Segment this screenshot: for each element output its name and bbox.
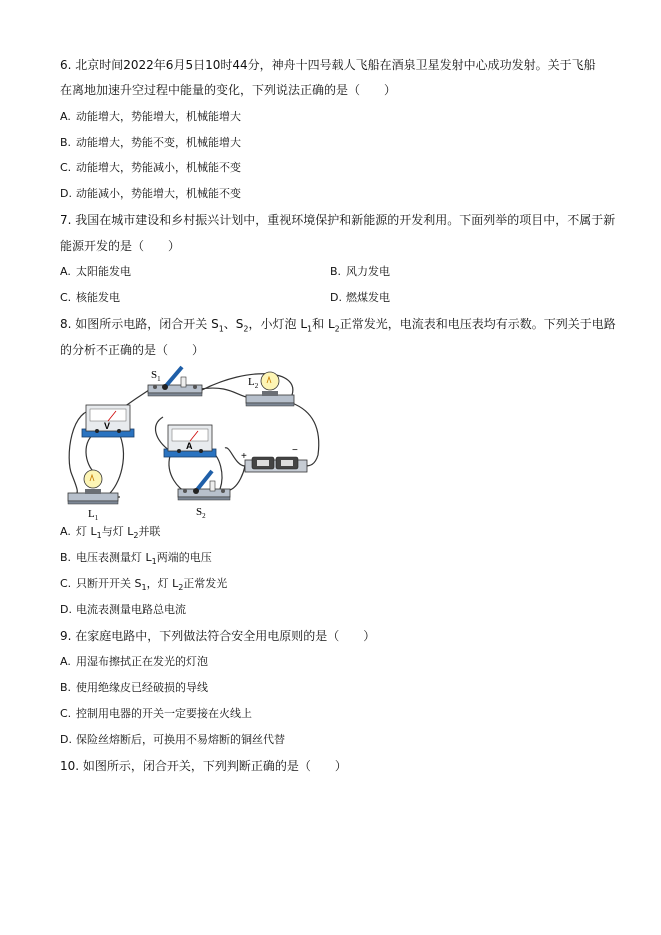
q8-option-b: [60, 550, 212, 570]
battery: [245, 457, 307, 472]
label-l2: $L_2$: [248, 376, 259, 390]
option-letter: B.: [330, 265, 342, 278]
option-letter: A.: [60, 655, 71, 668]
q8-option-d: [60, 602, 186, 618]
label-l1: $L_1$: [88, 508, 99, 522]
subscript: 1: [141, 583, 147, 593]
option-letter: C.: [60, 577, 72, 590]
text-segment: 正常发光，电流表和电压表均有示数。下列关于电路: [339, 317, 616, 331]
text-segment: 两端的电压: [156, 551, 212, 564]
subscript: 2: [334, 324, 340, 334]
q6-option-d: [60, 186, 241, 202]
option-letter: C.: [60, 291, 72, 304]
q9-option-c: [60, 706, 252, 722]
q10-stem-line1: 10. 如图所示，闭合开关，下列判断正确的是（ ）: [60, 759, 347, 773]
q6-option-a: [60, 109, 241, 125]
q8-stem-line2: 的分析不正确的是（ ）: [60, 343, 205, 357]
q9-option-b: [60, 680, 208, 696]
text-segment: ，小灯泡 L: [248, 317, 308, 331]
q9-stem-line1: 9. 在家庭电路中，下列做法符合安全用电原则的是（ ）: [60, 629, 376, 643]
text-segment: 正常发光: [183, 577, 228, 590]
label-battery-plus: +: [241, 451, 247, 462]
q8-option-c: [60, 576, 227, 596]
text-segment: 灯 L: [76, 525, 97, 538]
text-segment: ，灯 L: [146, 577, 179, 590]
text-segment: 电压表测量灯 L: [76, 551, 152, 564]
subscript: 2: [178, 583, 184, 593]
option-letter: C.: [60, 707, 72, 720]
q7-stem-line2: 能源开发的是（ ）: [60, 239, 181, 253]
option-letter: A.: [60, 265, 71, 278]
option-text: 核能发电: [76, 291, 120, 304]
q7-option-c: [60, 290, 120, 306]
option-text: 动能增大，势能减小，机械能不变: [76, 161, 241, 174]
option-text: 动能增大，势能不变，机械能增大: [76, 136, 241, 149]
option-letter: A.: [60, 525, 71, 538]
q8-stem-line1: [60, 316, 616, 337]
label-ammeter: A: [186, 441, 193, 451]
option-text: 风力发电: [346, 265, 390, 278]
text-segment: 、S: [223, 317, 244, 331]
text-segment: 和 L: [312, 317, 335, 331]
option-letter: D.: [60, 733, 72, 746]
option-text: 控制用电器的开关一定要接在火线上: [76, 707, 252, 720]
q6-option-c: [60, 160, 241, 176]
option-text: 动能减小，势能增大，机械能不变: [76, 187, 241, 200]
option-letter: B.: [60, 136, 72, 149]
subscript: 1: [307, 324, 313, 334]
subscript: 1: [96, 531, 102, 541]
lamp-l1: [68, 470, 118, 504]
option-letter: A.: [60, 110, 71, 123]
option-letter: B.: [60, 551, 72, 564]
circuit-diagram: [60, 365, 330, 523]
label-voltmeter: V: [104, 421, 111, 431]
option-letter: C.: [60, 161, 72, 174]
q7-stem-line1: 7. 我国在城市建设和乡村振兴计划中，重视环境保护和新能源的开发利用。下面列举的项目中，不属于新: [60, 213, 616, 227]
text-segment: 电流表测量电路总电流: [76, 603, 186, 616]
option-text: 保险丝熔断后，可换用不易熔断的铜丝代替: [76, 733, 285, 746]
subscript: 2: [133, 531, 139, 541]
option-letter: D.: [60, 187, 72, 200]
subscript: 1: [218, 324, 224, 334]
q6-option-b: [60, 135, 241, 151]
q8-option-a: [60, 524, 160, 544]
q7-option-d: [330, 290, 390, 306]
option-text: 燃煤发电: [346, 291, 390, 304]
option-letter: D.: [330, 291, 342, 304]
label-s1: $S_1$: [151, 369, 161, 383]
q9-option-a: [60, 654, 208, 670]
text-segment: 与灯 L: [101, 525, 134, 538]
option-text: 使用绝缘皮已经破损的导线: [76, 681, 208, 694]
text-segment: 并联: [138, 525, 161, 538]
option-text: 太阳能发电: [76, 265, 131, 278]
subscript: 1: [151, 557, 157, 567]
option-text: 用湿布擦拭正在发光的灯泡: [76, 655, 208, 668]
label-s2: $S_2$: [196, 506, 206, 520]
q7-option-b: [330, 264, 390, 280]
option-letter: B.: [60, 681, 72, 694]
q7-option-a: [60, 264, 131, 280]
q9-option-d: [60, 732, 285, 748]
q6-stem-line1: 6. 北京时间2022年6月5日10时44分，神舟十四号载人飞船在酒泉卫星发射中心成功发射。关于飞船: [60, 58, 596, 72]
subscript: 2: [243, 324, 249, 334]
text-segment: 只断开开关 S: [76, 577, 142, 590]
option-letter: D.: [60, 603, 72, 616]
text-segment: 8. 如图所示电路，闭合开关 S: [60, 317, 219, 331]
option-text: 动能增大，势能增大，机械能增大: [76, 110, 241, 123]
q6-stem-line2: 在离地加速升空过程中能量的变化，下列说法正确的是（ ）: [60, 83, 397, 97]
label-battery-minus: −: [292, 445, 298, 456]
